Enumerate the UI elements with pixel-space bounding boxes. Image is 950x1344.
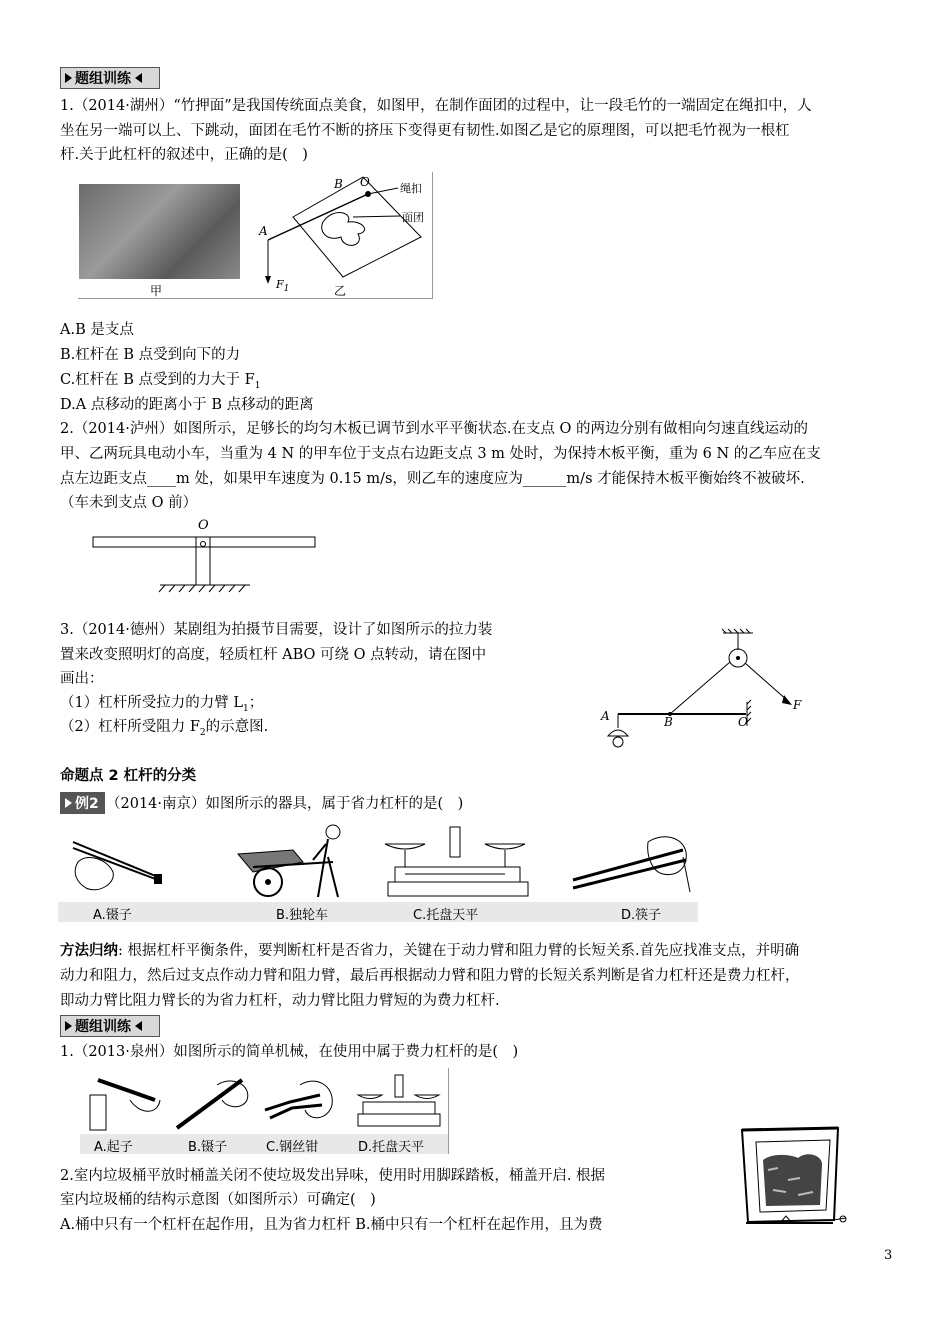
triangle-right-icon	[65, 1021, 72, 1031]
s2-q1-text: 1.（2013·泉州）如图所示的简单机械，在使用中属于费力杠杆的是( )	[60, 1044, 519, 1060]
label-B: B	[334, 177, 343, 191]
q3-label-O: O	[738, 715, 748, 729]
s2-q2-line-3: A.桶中只有一个杠杆在起作用，且为省力杠杆 B.桶中只有一个杠杆在起作用，且为费	[60, 1217, 603, 1233]
fig-label-jia: 甲	[150, 284, 163, 298]
q1-option-b: B.杠杆在 B 点受到向下的力	[60, 347, 241, 363]
s2-q1-caption-a: A.起子	[94, 1140, 133, 1155]
triangle-left-icon	[135, 1021, 142, 1031]
section-tag-2	[60, 1015, 160, 1037]
label-miantuan: 面团	[402, 211, 424, 224]
bottle-opener-image	[80, 1070, 165, 1132]
section-tag-2-label: 题组训练	[75, 1019, 131, 1035]
example-tag	[60, 792, 105, 814]
q3-label-F: F	[793, 698, 802, 712]
tweezers-image	[58, 822, 178, 900]
photo-jia	[79, 184, 240, 279]
q1-option-d: D.A 点移动的距离小于 B 点移动的距离	[60, 397, 314, 413]
method-label: 方法归纳	[60, 943, 118, 959]
s2-q2-line-1: 2.室内垃圾桶平放时桶盖关闭不使垃圾发出异味，使用时用脚踩踏板，桶盖开启. 根据	[60, 1168, 606, 1184]
q3-line-5: （2）杠杆所受阻力 $F_2$的示意图.	[60, 719, 269, 738]
method-line-3: 即动力臂比阻力臂长的为省力杠杆，动力臂比阻力臂短的为费力杠杆.	[60, 993, 500, 1009]
pliers-image	[260, 1070, 345, 1132]
q1-line-3: 杆.关于此杠杆的叙述中，正确的是( )	[60, 147, 308, 163]
q3-pulley-diagram	[598, 628, 808, 753]
q3-label-B: B	[664, 715, 673, 729]
label-O: O	[360, 175, 370, 189]
q3-line-2: 置来改变照明灯的高度，轻质杠杆 ABO 可绕 O 点转动，请在图中	[60, 647, 487, 663]
q3-line-3: 画出：	[60, 671, 104, 687]
s2-q1-figure	[80, 1068, 449, 1154]
balance-2-image	[355, 1070, 445, 1132]
label-F1: $F_1$	[276, 278, 290, 295]
q2-line-3: 点左边距支点____m 处，如果甲车速度为 0.15 m/s，则乙车的速度应为______m/s 才能保持木板平衡始终不被破坏.	[60, 471, 805, 487]
example-caption-a: A.镊子	[93, 908, 132, 923]
q3-line-1: 3.（2014·德州）某剧组为拍摄节目需要，设计了如图所示的拉力装	[60, 622, 493, 638]
q2-line-2: 甲、乙两玩具电动小车，当重为 4 N 的甲车位于支点右边距支点 3 m 处时，为保持木板平衡，重为 6 N 的乙车应在支	[60, 446, 821, 462]
s2-q1-caption-b: B.镊子	[188, 1140, 228, 1155]
example-caption-c: C.托盘天平	[413, 908, 479, 923]
trash-can-image	[738, 1120, 850, 1235]
tweezers-2-image	[172, 1070, 257, 1132]
balance-image	[380, 822, 540, 900]
page-number: 3	[884, 1248, 893, 1263]
q1-line-1: 1.（2014·湖州）“竹押面”是我国传统面点美食，如图甲，在制作面团的过程中，让一段毛竹的一端固定在绳扣中，人	[60, 98, 812, 114]
q3-label-A: A	[601, 709, 610, 723]
fig-label-yi: 乙	[334, 284, 347, 298]
s2-q1-caption-c: C.钢丝钳	[266, 1140, 319, 1155]
method-line-1: 方法归纳: 根据杠杆平衡条件，要判断杠杆是否省力，关键在于动力臂和阻力臂的长短关系.首先应找准支点，并明确	[60, 943, 800, 959]
s2-q2-line-2: 室内垃圾桶的结构示意图（如图所示）可确定( )	[60, 1192, 376, 1208]
label-shengkou: 绳扣	[400, 182, 422, 195]
example-tag-label: 例2	[75, 796, 99, 812]
label-A: A	[259, 224, 268, 238]
q1-figure	[78, 172, 433, 299]
triangle-right-icon	[65, 73, 72, 83]
q3-line-4: （1）杠杆所受拉力的力臂 $L_1$；	[60, 695, 264, 714]
q1-option-c: C.杠杆在 B 点受到的力大于 $F_1$	[60, 372, 261, 391]
chopsticks-image	[568, 822, 693, 900]
q2-line-4: （车未到支点 O 前）	[60, 495, 198, 511]
point2-heading: 命题点 2 杠杆的分类	[60, 768, 197, 784]
triangle-left-icon	[135, 73, 142, 83]
q2-line-1: 2.（2014·泸州）如图所示，足够长的均匀木板已调节到水平平衡状态.在支点 O 的两边分别有做相向匀速直线运动的	[60, 421, 809, 437]
example-caption-b: B.独轮车	[276, 908, 329, 923]
example-question: （2014·南京）如图所示的器具，属于省力杠杆的是( )	[106, 796, 464, 812]
method-line-2: 动力和阻力，然后过支点作动力臂和阻力臂，最后再根据动力臂和阻力臂的长短关系判断是省力杠杆还是费力杠杆，	[60, 968, 800, 984]
example-caption-d: D.筷子	[621, 908, 662, 923]
q1-line-2: 坐在另一端可以上、下跳动，面团在毛竹不断的挤压下变得更有韧性.如图乙是它的原理图，可以把毛竹视为一根杠	[60, 123, 790, 139]
example-caption-bar	[58, 902, 698, 922]
example-figure	[58, 822, 698, 922]
s2-q1-caption-d: D.托盘天平	[358, 1140, 425, 1155]
section-tag	[60, 67, 160, 89]
wheelbarrow-image	[233, 822, 368, 900]
q1-option-a: A.B 是支点	[60, 322, 134, 338]
triangle-right-icon	[65, 798, 72, 808]
q2-label-O: O	[198, 518, 209, 533]
section-tag-label: 题组训练	[75, 71, 131, 87]
